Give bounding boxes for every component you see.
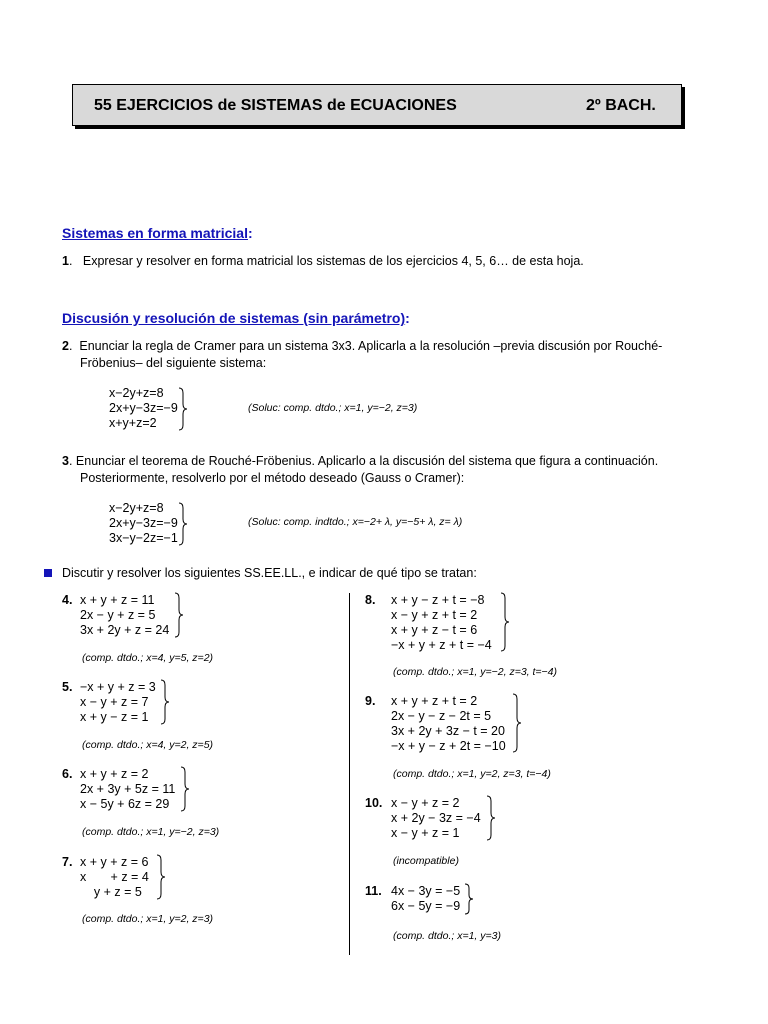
brace-icon xyxy=(174,592,184,638)
exercise-10-solution: (incompatible) xyxy=(393,855,459,867)
exercise-3-line2: Posteriormente, resolverlo por el método deseado (Gauss o Cramer): xyxy=(80,471,465,485)
equation: −x + y + z + t = −4 xyxy=(391,638,492,652)
exercise-3-system xyxy=(109,501,178,546)
equation: x − y + z = 1 xyxy=(391,826,460,840)
exercise-2: 2. Enunciar la regla de Cramer para un sistema 3x3. Aplicarla a la resolución –previa discusión por Rouché- xyxy=(62,339,663,353)
section2-heading-text: Discusión y resolución de sistemas (sin parámetro) xyxy=(62,310,406,326)
equation: 6x − 5y = −9 xyxy=(391,899,461,913)
equation: x + z = 4 xyxy=(80,870,149,884)
exercise-5-number: 5. xyxy=(62,680,73,694)
equation: x + 2y − 3z = −4 xyxy=(391,811,481,825)
equation: x−2y+z=8 xyxy=(109,501,164,515)
exercise-11-system xyxy=(391,884,460,914)
brace-icon xyxy=(178,502,188,546)
exercise-3-line1: Enunciar el teorema de Rouché-Fröbenius. Aplicarlo a la discusión del sistema que figura a continuación. xyxy=(75,454,659,468)
equation: −x + y − z + 2t = −10 xyxy=(391,739,506,753)
brace-icon xyxy=(180,766,190,812)
exercise-2-system xyxy=(109,386,178,431)
section1-heading-text: Sistemas en forma matricial xyxy=(62,225,248,241)
exercise-9-number: 9. xyxy=(365,694,376,708)
equation: 3x−y−2z=−1 xyxy=(109,531,178,545)
exercise-7-number: 7. xyxy=(62,855,73,869)
section1-heading: Sistemas en forma matricial: xyxy=(62,225,253,241)
page-title: 55 EJERCICIOS de SISTEMAS de ECUACIONES xyxy=(94,97,457,114)
exercise-8-number: 8. xyxy=(365,593,376,607)
equation: x + y + z = 6 xyxy=(80,855,149,869)
brace-icon xyxy=(464,883,474,915)
exercise-3: 3. Enunciar el teorema de Rouché-Fröbenius. Aplicarlo a la discusión del sistema que figura a continuación. xyxy=(62,454,659,468)
exercise-7-system xyxy=(80,855,149,900)
exercise-11-number: 11. xyxy=(365,884,382,898)
equation: x + y − z + t = −8 xyxy=(391,593,485,607)
section2-heading: Discusión y resolución de sistemas (sin parámetro): xyxy=(62,310,410,326)
equation: x − 5y + 6z = 29 xyxy=(80,797,170,811)
brace-icon xyxy=(486,795,496,841)
exercise-9-solution: (comp. dtdo.; x=1, y=2, z=3, t=−4) xyxy=(393,768,551,780)
exercise-3-number: 3 xyxy=(62,454,69,468)
exercise-4-number: 4. xyxy=(62,593,73,607)
equation: x + y + z = 11 xyxy=(80,593,155,607)
exercise-9-system xyxy=(391,694,506,754)
equation: x + y + z − t = 6 xyxy=(391,623,478,637)
equation: x + y + z = 2 xyxy=(80,767,149,781)
exercise-6-system xyxy=(80,767,175,812)
equation: −x + y + z = 3 xyxy=(80,680,156,694)
exercise-2-line1: Enunciar la regla de Cramer para un sistema 3x3. Aplicarla a la resolución –previa discusión por Rouché- xyxy=(79,339,663,353)
exercise-1-number: 1 xyxy=(62,254,69,268)
equation: x + y + z + t = 2 xyxy=(391,694,478,708)
equation: y + z = 5 xyxy=(80,885,142,899)
brace-icon xyxy=(500,592,510,652)
course-level: 2º BACH. xyxy=(586,97,656,114)
equation: 2x − y − z − 2t = 5 xyxy=(391,709,492,723)
exercise-4-solution: (comp. dtdo.; x=4, y=5, z=2) xyxy=(82,652,214,664)
instruction-text: Discutir y resolver los siguientes SS.EE.LL., e indicar de qué tipo se tratan: xyxy=(62,566,477,580)
brace-icon xyxy=(512,693,522,753)
exercise-4-system xyxy=(80,593,169,638)
exercise-5-solution: (comp. dtdo.; x=4, y=2, z=5) xyxy=(82,739,214,751)
equation: 3x + 2y + z = 24 xyxy=(80,623,170,637)
equation: 2x+y−3z=−9 xyxy=(109,401,178,415)
exercise-5-system xyxy=(80,680,156,725)
equation: 3x + 2y + 3z − t = 20 xyxy=(391,724,505,738)
exercise-6-solution: (comp. dtdo.; x=1, y=−2, z=3) xyxy=(82,826,220,838)
equation: 2x − y + z = 5 xyxy=(80,608,156,622)
exercise-7-solution: (comp. dtdo.; x=1, y=2, z=3) xyxy=(82,913,214,925)
exercise-6-number: 6. xyxy=(62,767,73,781)
exercise-1-text: Expresar y resolver en forma matricial los sistemas de los ejercicios 4, 5, 6… de esta hoja. xyxy=(82,254,584,268)
equation: x−2y+z=8 xyxy=(109,386,164,400)
column-divider xyxy=(349,593,350,955)
exercise-1: 1. Expresar y resolver en forma matricial los sistemas de los ejercicios 4, 5, 6… de esta hoja. xyxy=(62,254,584,268)
exercise-11-solution: (comp. dtdo.; x=1, y=3) xyxy=(393,930,501,942)
exercise-8-solution: (comp. dtdo.; x=1, y=−2, z=3, t=−4) xyxy=(393,666,558,678)
exercise-10-number: 10. xyxy=(365,796,383,810)
exercise-2-line2: Fröbenius– del siguiente sistema: xyxy=(80,356,267,370)
equation: 2x + 3y + 5z = 11 xyxy=(80,782,176,796)
exercise-8-system xyxy=(391,593,492,653)
equation: x − y + z = 7 xyxy=(80,695,149,709)
equation: 4x − 3y = −5 xyxy=(391,884,461,898)
equation: x − y + z + t = 2 xyxy=(391,608,478,622)
brace-icon xyxy=(156,854,166,900)
equation: 2x+y−3z=−9 xyxy=(109,516,178,530)
exercise-2-solution: (Soluc: comp. dtdo.; x=1, y=−2, z=3) xyxy=(248,402,418,414)
equation: x+y+z=2 xyxy=(109,416,157,430)
equation: x − y + z = 2 xyxy=(391,796,460,810)
exercise-10-system xyxy=(391,796,481,841)
equation: x + y − z = 1 xyxy=(80,710,149,724)
brace-icon xyxy=(160,679,170,725)
square-bullet-icon xyxy=(44,569,52,577)
exercise-3-solution: (Soluc: comp. indtdo.; x=−2+ λ, y=−5+ λ, z= λ) xyxy=(248,516,463,528)
exercise-2-number: 2 xyxy=(62,339,69,353)
brace-icon xyxy=(178,387,188,431)
